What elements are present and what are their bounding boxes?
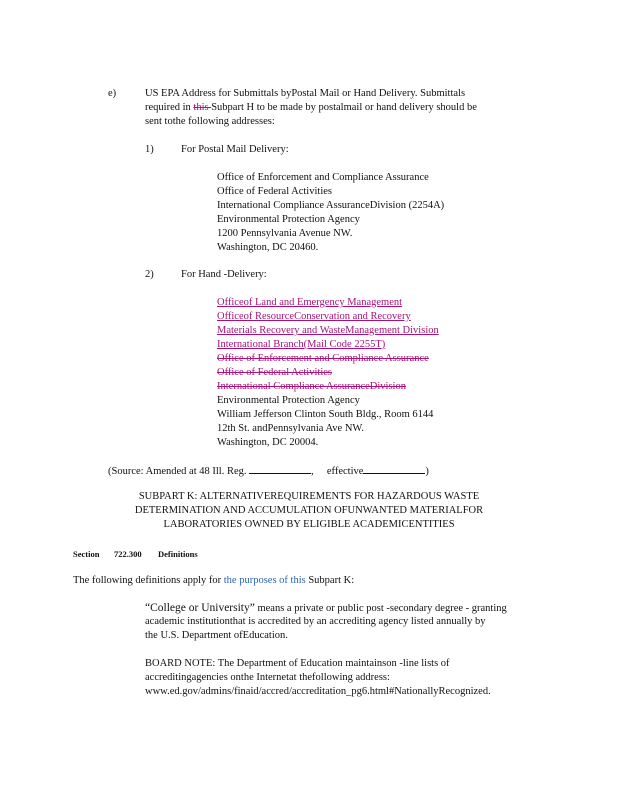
postal-address-line: Environmental Protection Agency: [217, 214, 360, 225]
item-e-marker: e): [108, 88, 117, 99]
section-label: Section: [73, 549, 100, 559]
section-number: 722.300: [114, 549, 142, 559]
item-e-line-2: [145, 101, 477, 115]
section-title: Definitions: [158, 549, 198, 559]
board-note-line: BOARD NOTE: The Department of Education maintainson -line lists of: [145, 658, 450, 669]
inserted-address-line: Materials Recovery and WasteManagement Division: [217, 325, 439, 336]
item-e-line-1: US EPA Address for Submittals byPostal Mail or Hand Delivery. Submittals: [145, 88, 466, 99]
definitions-intro: [73, 574, 354, 588]
definition-line: academic institutionthat is accredited by an accrediting agency listed annually by: [145, 616, 486, 627]
definition-line: the U.S. Department ofEducation.: [145, 630, 288, 641]
subpart-heading-line: SUBPART K: ALTERNATIVEREQUIREMENTS FOR HAZARDOUS WASTE: [138, 491, 480, 502]
postal-address-line: Washington, DC 20460.: [217, 242, 319, 253]
item-e-line-2-text-a: required in: [145, 102, 194, 113]
postal-address-line: Office of Federal Activities: [217, 186, 332, 197]
inserted-address-line: International Branch(Mail Code 2255T): [217, 339, 386, 350]
deleted-word: this: [193, 102, 212, 113]
inserted-address-line: Officeof ResourceConservation and Recovery: [217, 311, 411, 322]
hand-address-line: William Jefferson Clinton South Bldg., Room 6144: [217, 409, 434, 420]
hand-address-line: Washington, DC 20004.: [217, 437, 319, 448]
subpart-heading-line: LABORATORIES OWNED BY ELIGIBLE ACADEMICENTITIES: [163, 519, 455, 530]
definition-line: [145, 601, 507, 616]
intro-inserted-text: the purposes of this: [223, 575, 306, 586]
hand-address-line: Environmental Protection Agency: [217, 395, 360, 406]
definition-term: “College or University”: [145, 602, 255, 614]
subpart-heading-line: DETERMINATION AND ACCUMULATION OFUNWANTED MATERIALFOR: [134, 505, 484, 516]
postal-marker: 1): [145, 144, 154, 155]
deleted-address-line: International Compliance AssuranceDivision: [217, 381, 406, 392]
source-note: [108, 463, 429, 479]
board-note-line: accreditingagencies onthe Internetat thefollowing address:: [145, 672, 390, 683]
inserted-address-line: Officeof Land and Emergency Management: [217, 297, 403, 308]
item-e-line-2-text-b: Subpart H to be made by postalmail or hand delivery should be: [211, 102, 477, 113]
source-comma: ,: [311, 466, 314, 477]
postal-heading: For Postal Mail Delivery:: [181, 144, 289, 155]
hand-marker: 2): [145, 269, 154, 280]
hand-address-line: 12th St. andPennsylvania Ave NW.: [217, 423, 364, 434]
hand-heading: For Hand -Delivery:: [181, 269, 267, 280]
item-e-line-3: sent tothe following addresses:: [145, 116, 275, 127]
definition-line-1-rest: means a private or public post -secondary degree - granting: [254, 603, 507, 614]
intro-text-b: Subpart K:: [305, 575, 355, 586]
deleted-address-line: Office of Federal Activities: [217, 367, 332, 378]
source-effective: effective: [326, 466, 364, 477]
deleted-address-line: Office of Enforcement and Compliance Assurance: [217, 353, 429, 364]
postal-address-line: 1200 Pennsylvania Avenue NW.: [217, 228, 353, 239]
postal-address-line: International Compliance AssuranceDivision (2254A): [217, 200, 445, 211]
blank-underline: [249, 463, 311, 474]
postal-address-line: Office of Enforcement and Compliance Assurance: [217, 172, 429, 183]
board-note-url: www.ed.gov/admins/finaid/accred/accreditation_pg6.html#NationallyRecognized.: [145, 686, 491, 697]
source-close: ): [425, 466, 429, 477]
blank-underline: [363, 463, 425, 474]
intro-text-a: The following definitions apply for: [73, 575, 224, 586]
source-prefix: (Source: Amended at 48 Ill. Reg.: [108, 466, 247, 477]
